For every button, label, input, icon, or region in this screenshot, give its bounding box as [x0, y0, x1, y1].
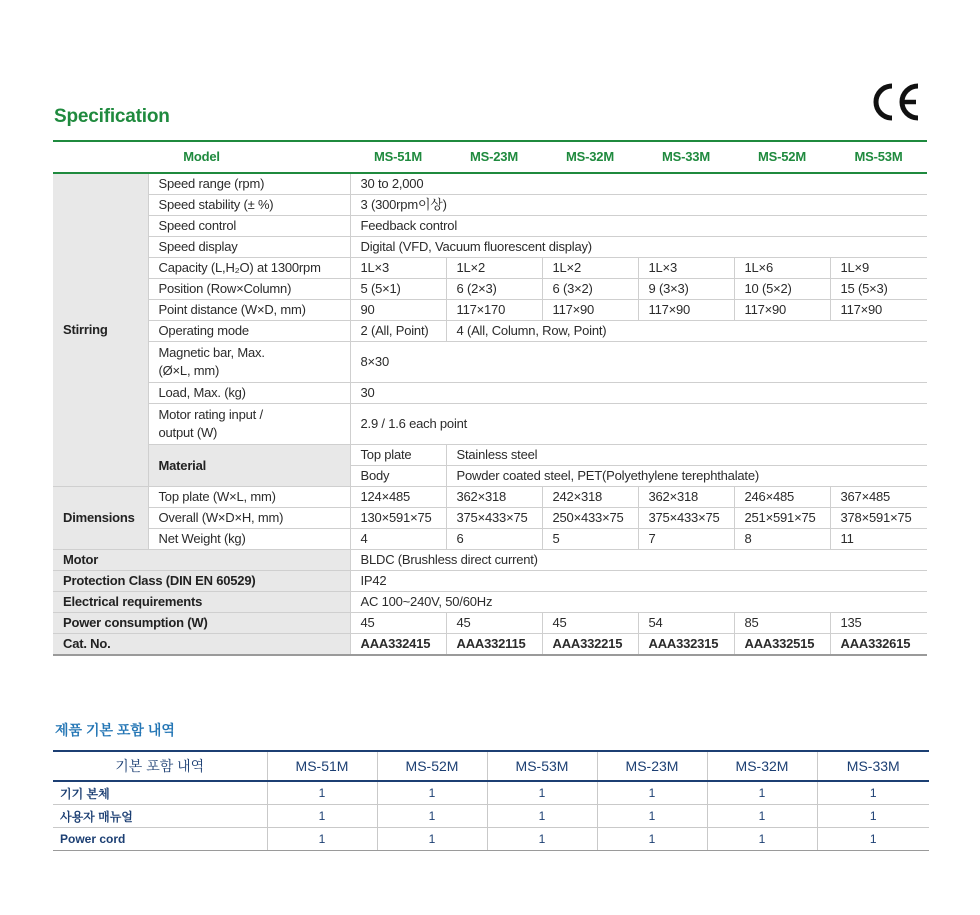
- included-row: [53, 781, 929, 805]
- spec-cell: 11: [830, 529, 927, 550]
- spec-label: Speed control: [148, 216, 350, 237]
- spec-cell: 6 (2×3): [446, 279, 542, 300]
- spec-cell: 242×318: [542, 487, 638, 508]
- included-cell: 1: [707, 781, 817, 805]
- spec-label-line: output (W): [158, 425, 218, 440]
- spec-value: Feedback control: [350, 216, 927, 237]
- spec-value: IP42: [350, 571, 927, 592]
- spec-header-row: [53, 141, 927, 173]
- spec-label-line: (Ø×L, mm): [158, 363, 220, 378]
- spec-row: [53, 550, 927, 571]
- included-cell: 1: [377, 805, 487, 828]
- included-cell: 1: [487, 781, 597, 805]
- spec-cell: 5: [542, 529, 638, 550]
- spec-cell: 375×433×75: [638, 508, 734, 529]
- spec-row: [53, 634, 927, 656]
- included-cell: 1: [817, 781, 929, 805]
- category-stirring: Stirring: [53, 173, 148, 487]
- spec-row: [53, 300, 927, 321]
- spec-label-line: Magnetic bar, Max.: [158, 345, 265, 360]
- spec-value: AC 100~240V, 50/60Hz: [350, 592, 927, 613]
- spec-label: [148, 404, 350, 445]
- spec-value: 30 to 2,000: [350, 173, 927, 195]
- included-header-label: 기본 포함 내역: [53, 751, 267, 781]
- spec-row: [53, 571, 927, 592]
- spec-label: Top plate: [350, 445, 446, 466]
- included-cell: 1: [707, 805, 817, 828]
- included-cell: 1: [377, 828, 487, 851]
- spec-row: [53, 592, 927, 613]
- included-cell: 1: [597, 828, 707, 851]
- spec-cell: 85: [734, 613, 830, 634]
- spec-value: Powder coated steel, PET(Polyethylene terephthalate): [446, 466, 927, 487]
- included-cell: 1: [267, 805, 377, 828]
- spec-title: Specification: [54, 106, 170, 127]
- spec-row: [53, 173, 927, 195]
- spec-cell: 2 (All, Point): [350, 321, 446, 342]
- spec-value: Stainless steel: [446, 445, 927, 466]
- spec-cell: 9 (3×3): [638, 279, 734, 300]
- spec-cell: 45: [350, 613, 446, 634]
- included-model-header: MS-23M: [597, 751, 707, 781]
- included-model-header: MS-51M: [267, 751, 377, 781]
- spec-cell: 130×591×75: [350, 508, 446, 529]
- spec-value: 4 (All, Column, Row, Point): [446, 321, 927, 342]
- spec-cell: 90: [350, 300, 446, 321]
- spec-cell: AAA332315: [638, 634, 734, 656]
- spec-label: Body: [350, 466, 446, 487]
- spec-row: [53, 508, 927, 529]
- spec-cell: 367×485: [830, 487, 927, 508]
- spec-row: [53, 216, 927, 237]
- spec-row: [53, 342, 927, 383]
- model-header-cell: MS-23M: [446, 141, 542, 173]
- spec-label: Overall (W×D×H, mm): [148, 508, 350, 529]
- spec-value: 8×30: [350, 342, 927, 383]
- spec-cell: 15 (5×3): [830, 279, 927, 300]
- spec-row: [53, 383, 927, 404]
- spec-cell: 117×90: [542, 300, 638, 321]
- model-header-cell: MS-32M: [542, 141, 638, 173]
- spec-label: [148, 342, 350, 383]
- spec-label: Point distance (W×D, mm): [148, 300, 350, 321]
- spec-value: BLDC (Brushless direct current): [350, 550, 927, 571]
- spec-cell: 10 (5×2): [734, 279, 830, 300]
- included-model-header: MS-53M: [487, 751, 597, 781]
- spec-cell: 5 (5×1): [350, 279, 446, 300]
- spec-row: [53, 321, 927, 342]
- spec-cell: 117×90: [638, 300, 734, 321]
- model-header: Model: [53, 141, 350, 173]
- spec-cell: 54: [638, 613, 734, 634]
- included-cell: 1: [597, 781, 707, 805]
- spec-value: 2.9 / 1.6 each point: [350, 404, 927, 445]
- spec-value: 30: [350, 383, 927, 404]
- included-row: [53, 805, 929, 828]
- spec-row: [53, 487, 927, 508]
- spec-table: [53, 140, 927, 656]
- spec-cell: 7: [638, 529, 734, 550]
- spec-row: [53, 445, 927, 466]
- spec-cell: AAA332415: [350, 634, 446, 656]
- spec-cell: 375×433×75: [446, 508, 542, 529]
- spec-cell: 1L×9: [830, 258, 927, 279]
- spec-value: Digital (VFD, Vacuum fluorescent display): [350, 237, 927, 258]
- included-model-header: MS-33M: [817, 751, 929, 781]
- spec-row: [53, 529, 927, 550]
- spec-row: [53, 404, 927, 445]
- included-row-label: 사용자 매뉴얼: [53, 805, 267, 828]
- spec-row-label: Motor: [53, 550, 350, 571]
- spec-cell: 45: [542, 613, 638, 634]
- spec-label: Speed stability (± %): [148, 195, 350, 216]
- included-cell: 1: [817, 828, 929, 851]
- included-cell: 1: [377, 781, 487, 805]
- included-cell: 1: [267, 781, 377, 805]
- spec-cell: 1L×3: [638, 258, 734, 279]
- category-material: Material: [148, 445, 350, 487]
- spec-label-line: Motor rating input /: [158, 407, 263, 422]
- included-table: [53, 750, 929, 851]
- spec-label: Speed display: [148, 237, 350, 258]
- spec-label: Operating mode: [148, 321, 350, 342]
- spec-cell: AAA332615: [830, 634, 927, 656]
- spec-label: Top plate (W×L, mm): [148, 487, 350, 508]
- model-header-cell: MS-51M: [350, 141, 446, 173]
- spec-row: [53, 195, 927, 216]
- spec-row-label: Protection Class (DIN EN 60529): [53, 571, 350, 592]
- spec-cell: AAA332515: [734, 634, 830, 656]
- spec-cell: 6: [446, 529, 542, 550]
- spec-row: [53, 613, 927, 634]
- included-cell: 1: [487, 828, 597, 851]
- spec-cell: 117×90: [734, 300, 830, 321]
- spec-cell: 117×170: [446, 300, 542, 321]
- spec-label: Speed range (rpm): [148, 173, 350, 195]
- included-model-header: MS-52M: [377, 751, 487, 781]
- model-header-cell: MS-53M: [830, 141, 927, 173]
- spec-label: Position (Row×Column): [148, 279, 350, 300]
- included-model-header: MS-32M: [707, 751, 817, 781]
- spec-cell: 124×485: [350, 487, 446, 508]
- spec-cell: 8: [734, 529, 830, 550]
- included-cell: 1: [597, 805, 707, 828]
- category-dimensions: Dimensions: [53, 487, 148, 550]
- included-cell: 1: [817, 805, 929, 828]
- included-cell: 1: [267, 828, 377, 851]
- included-cell: 1: [487, 805, 597, 828]
- spec-cell: 4: [350, 529, 446, 550]
- spec-label: Capacity (L,H₂O) at 1300rpm: [148, 258, 350, 279]
- included-row-label: Power cord: [53, 828, 267, 851]
- spec-cell: 362×318: [638, 487, 734, 508]
- spec-cell: 251×591×75: [734, 508, 830, 529]
- spec-label: Load, Max. (kg): [148, 383, 350, 404]
- included-cell: 1: [707, 828, 817, 851]
- spec-label: Net Weight (kg): [148, 529, 350, 550]
- spec-value: 3 (300rpm이상): [350, 195, 927, 216]
- spec-cell: 1L×3: [350, 258, 446, 279]
- spec-cell: 1L×2: [542, 258, 638, 279]
- spec-cell: AAA332215: [542, 634, 638, 656]
- model-header-cell: MS-52M: [734, 141, 830, 173]
- spec-cell: AAA332115: [446, 634, 542, 656]
- spec-row-label: Power consumption (W): [53, 613, 350, 634]
- spec-cell: 6 (3×2): [542, 279, 638, 300]
- spec-cell: 362×318: [446, 487, 542, 508]
- included-row: [53, 828, 929, 851]
- spec-row-label: Electrical requirements: [53, 592, 350, 613]
- spec-row: [53, 237, 927, 258]
- spec-cell: 45: [446, 613, 542, 634]
- spec-cell: 378×591×75: [830, 508, 927, 529]
- model-header-cell: MS-33M: [638, 141, 734, 173]
- spec-cell: 1L×2: [446, 258, 542, 279]
- spec-cell: 250×433×75: [542, 508, 638, 529]
- spec-row: [53, 258, 927, 279]
- spec-cell: 246×485: [734, 487, 830, 508]
- included-title: 제품 기본 포함 내역: [55, 722, 175, 738]
- ce-mark-icon: [870, 80, 924, 124]
- spec-cell: 1L×6: [734, 258, 830, 279]
- included-header-row: [53, 751, 929, 781]
- spec-cell: 117×90: [830, 300, 927, 321]
- included-row-label: 기기 본체: [53, 781, 267, 805]
- spec-row: [53, 279, 927, 300]
- spec-row-label: Cat. No.: [53, 634, 350, 656]
- spec-cell: 135: [830, 613, 927, 634]
